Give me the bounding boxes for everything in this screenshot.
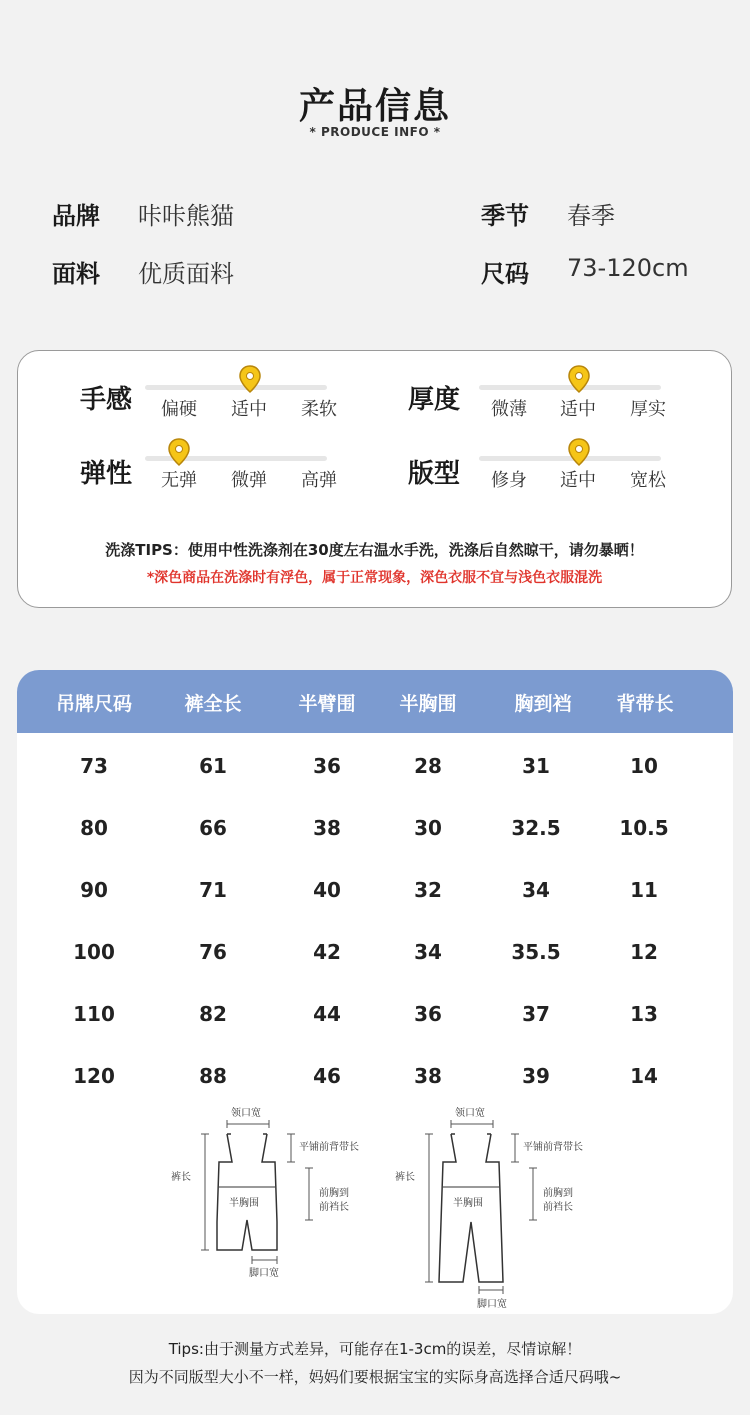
footer-note: 因为不同版型大小不一样，妈妈们要根据宝宝的实际身高选择合适尺码哦~ (128, 1368, 622, 1386)
table-cell: 90 (80, 878, 108, 902)
table-cell: 12 (630, 940, 658, 964)
size-label: 尺码 (481, 260, 529, 288)
fit-option: 宽松 (630, 470, 666, 491)
elasticity-option: 微弹 (231, 470, 267, 491)
hand-feel-option: 偏硬 (161, 399, 197, 420)
chest-to-crotch-label: 前裆长 (319, 1202, 349, 1213)
brand-value: 咔咔熊猫 (138, 202, 234, 230)
table-cell: 10 (630, 754, 658, 778)
column-header: 半臂围 (298, 693, 356, 715)
long-overalls-diagram (391, 1102, 611, 1314)
table-cell: 34 (522, 878, 550, 902)
footer-tip: Tips:由于测量方式差异，可能存在1-3cm的误差，尽情谅解！ (168, 1340, 582, 1358)
fit-label: 版型 (408, 459, 461, 489)
thickness-option: 厚实 (630, 399, 666, 420)
table-cell: 39 (522, 1064, 550, 1088)
table-cell: 36 (414, 1002, 442, 1026)
location-pin-icon (239, 365, 261, 393)
elasticity-option: 高弹 (301, 470, 337, 491)
table-cell: 14 (630, 1064, 658, 1088)
table-cell: 38 (313, 816, 341, 840)
page-subtitle: * PRODUCE INFO * (309, 125, 441, 139)
thickness-option: 适中 (560, 399, 596, 420)
table-cell: 71 (199, 878, 227, 902)
table-cell: 40 (313, 878, 341, 902)
table-cell: 35.5 (511, 940, 561, 964)
column-header: 吊牌尺码 (55, 693, 132, 715)
table-cell: 88 (199, 1064, 227, 1088)
location-pin-icon (168, 438, 190, 466)
hand-feel-option: 适中 (231, 399, 267, 420)
table-cell: 37 (522, 1002, 550, 1026)
table-cell: 11 (630, 878, 658, 902)
table-cell: 73 (80, 754, 108, 778)
table-cell: 42 (313, 940, 341, 964)
chest-to-crotch-label: 前胸到 (543, 1188, 573, 1199)
table-cell: 13 (630, 1002, 658, 1026)
column-header: 裤全长 (184, 693, 242, 715)
leg-opening-label: 脚口宽 (477, 1299, 507, 1310)
thickness-label: 厚度 (408, 385, 461, 415)
location-pin-icon (568, 365, 590, 393)
hand-feel-label: 手感 (80, 385, 133, 415)
table-cell: 30 (414, 816, 442, 840)
table-cell: 10.5 (619, 816, 669, 840)
table-cell: 44 (313, 1002, 341, 1026)
size-table (17, 670, 733, 1314)
shorts-overalls-diagram (167, 1102, 387, 1282)
half-chest-label: 半胸围 (229, 1198, 259, 1209)
chest-to-crotch-label: 前胸到 (319, 1188, 349, 1199)
column-header: 胸到裆 (514, 693, 572, 715)
table-cell: 34 (414, 940, 442, 964)
fabric-label: 面料 (52, 260, 100, 288)
table-cell: 100 (73, 940, 115, 964)
table-cell: 32.5 (511, 816, 561, 840)
table-cell: 120 (73, 1064, 115, 1088)
table-cell: 28 (414, 754, 442, 778)
wash-tips: 洗涤TIPS：使用中性洗涤剂在30度左右温水手洗，洗涤后自然晾干，请勿暴晒！ (105, 541, 644, 559)
elasticity-option: 无弹 (161, 470, 197, 491)
hand-feel-option: 柔软 (301, 399, 337, 420)
half-chest-label: 半胸围 (453, 1198, 483, 1209)
fit-option: 适中 (560, 470, 596, 491)
brand-label: 品牌 (52, 202, 100, 230)
season-label: 季节 (481, 202, 529, 230)
table-cell: 32 (414, 878, 442, 902)
pants-length-label: 裤长 (395, 1172, 415, 1183)
chest-to-crotch-label: 前裆长 (543, 1202, 573, 1213)
table-cell: 31 (522, 754, 550, 778)
fabric-value: 优质面料 (138, 260, 234, 288)
column-header: 半胸围 (399, 693, 457, 715)
table-cell: 61 (199, 754, 227, 778)
strap-length-label: 平铺前背带长 (523, 1142, 583, 1153)
table-cell: 46 (313, 1064, 341, 1088)
thickness-option: 微薄 (491, 399, 527, 420)
column-header: 背带长 (616, 693, 674, 715)
fit-option: 修身 (491, 470, 527, 491)
fabric-feel-card (17, 350, 732, 608)
pants-length-label: 裤长 (171, 1172, 191, 1183)
table-cell: 80 (80, 816, 108, 840)
table-cell: 66 (199, 816, 227, 840)
hand-feel-track (145, 385, 327, 390)
table-cell: 76 (199, 940, 227, 964)
wash-warning: *深色商品在洗涤时有浮色，属于正常现象，深色衣服不宜与浅色衣服混洗 (146, 570, 603, 586)
season-value: 春季 (567, 202, 615, 230)
table-cell: 82 (199, 1002, 227, 1026)
table-cell: 38 (414, 1064, 442, 1088)
table-cell: 110 (73, 1002, 115, 1026)
neck-width-label: 领口宽 (231, 1108, 261, 1119)
table-cell: 36 (313, 754, 341, 778)
page-title: 产品信息 (298, 86, 451, 127)
neck-width-label: 领口宽 (455, 1108, 485, 1119)
strap-length-label: 平铺前背带长 (299, 1142, 359, 1153)
location-pin-icon (568, 438, 590, 466)
elasticity-label: 弹性 (80, 459, 133, 489)
leg-opening-label: 脚口宽 (249, 1268, 279, 1279)
size-value: 73-120cm (567, 254, 689, 282)
